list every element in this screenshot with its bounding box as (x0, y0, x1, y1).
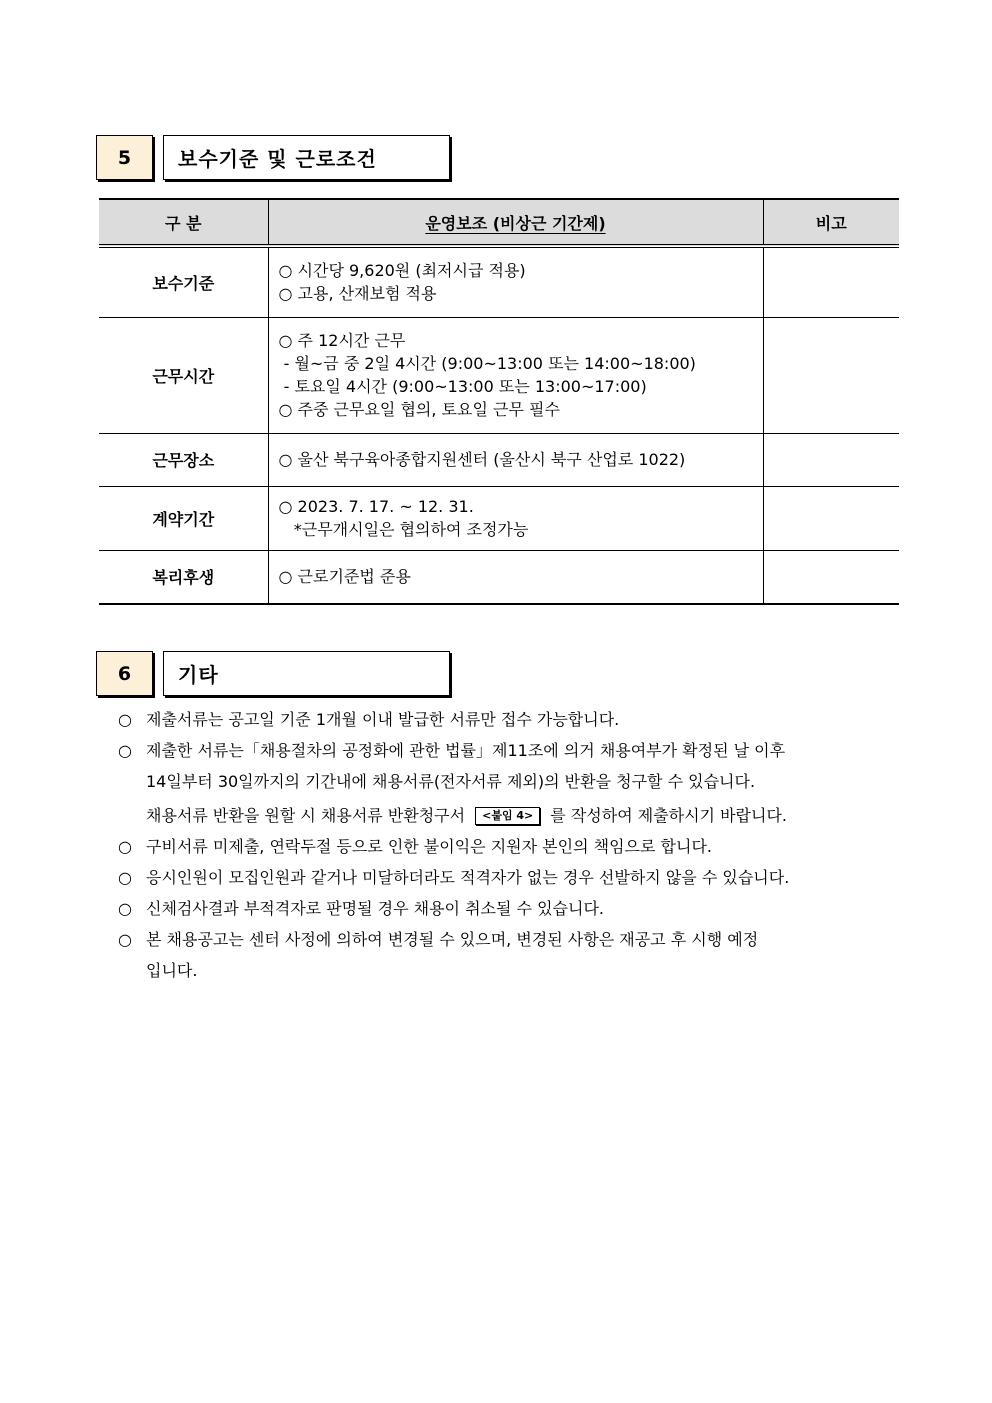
section-6-number: 6 (96, 651, 153, 696)
notice-list (118, 704, 908, 986)
table-row (99, 550, 899, 604)
content-line: ○ 울산 북구육아종합지원센터 (울산시 북구 산업로 1022) (278, 450, 686, 469)
notice-text: 신체검사결과 부적격자로 판명될 경우 채용이 취소될 수 있습니다. (146, 899, 605, 918)
list-item (118, 704, 908, 735)
content-line: - 토요일 4시간 (9:00~13:00 또는 13:00~17:00) (278, 377, 647, 396)
attachment-badge: <붙임 4> (475, 807, 540, 825)
list-item (118, 862, 908, 893)
notice-text-with-attachment (146, 800, 908, 831)
content-line: ○ 고용, 산재보험 적용 (278, 284, 437, 304)
content-line: ○ 2023. 7. 17. ~ 12. 31. (278, 497, 474, 516)
notice-text: 를 작성하여 제출하시기 바랍니다. (550, 806, 788, 825)
notice-text: 입니다. (146, 961, 198, 980)
list-item (118, 735, 908, 831)
row-note-pay (763, 246, 899, 317)
circle-bullet-icon: ○ (118, 710, 132, 729)
working-conditions-table (99, 198, 899, 605)
row-label-location: 근무장소 (99, 433, 268, 486)
content-line: ○ 시간당 9,620원 (최저시급 적용) (278, 261, 526, 281)
notice-text: 채용서류 반환을 원할 시 채용서류 반환청구서 (146, 806, 466, 825)
row-label-contract: 계약기간 (99, 486, 268, 550)
row-note-hours (763, 317, 899, 433)
header-position (268, 199, 763, 246)
notice-text: 본 채용공고는 센터 사정에 의하여 변경될 수 있으며, 변경된 사항은 재공고 후 시행 예정 (146, 930, 759, 949)
circle-bullet-icon: ○ (118, 930, 132, 949)
row-content-hours (268, 317, 763, 433)
row-note-welfare (763, 550, 899, 604)
row-label-welfare: 복리후생 (99, 550, 268, 604)
notice-text: 제출서류는 공고일 기준 1개월 이내 발급한 서류만 접수 가능합니다. (146, 710, 620, 729)
circle-bullet-icon: ○ (118, 741, 132, 760)
content-line: ○ 주 12시간 근무 (278, 331, 406, 350)
circle-bullet-icon: ○ (118, 837, 132, 856)
content-line: ○ 근로기준법 준용 (278, 567, 411, 587)
list-item (118, 831, 908, 862)
table-row (99, 317, 899, 433)
table-row (99, 246, 899, 317)
circle-bullet-icon: ○ (118, 899, 132, 918)
section-6-title: 기타 (163, 651, 450, 696)
row-label-hours: 근무시간 (99, 317, 268, 433)
content-line: *근무개시일은 협의하여 조정가능 (278, 520, 529, 539)
notice-text: 제출한 서류는「채용절차의 공정화에 관한 법률」제11조에 의거 채용여부가 확정된 날 이후 (146, 741, 786, 760)
table-row (99, 433, 899, 486)
section-5-title: 보수기준 및 근로조건 (163, 135, 450, 180)
circle-bullet-icon: ○ (118, 868, 132, 887)
content-line: - 월~금 중 2일 4시간 (9:00~13:00 또는 14:00~18:00) (278, 354, 696, 373)
row-content-contract (268, 486, 763, 550)
row-content-welfare (268, 550, 763, 604)
row-label-pay: 보수기준 (99, 246, 268, 317)
notice-text: 구비서류 미제출, 연락두절 등으로 인한 불이익은 지원자 본인의 책임으로 합니다. (146, 837, 712, 856)
list-item (118, 893, 908, 924)
content-line: ○ 주중 근무요일 협의, 토요일 근무 필수 (278, 400, 560, 419)
table-row (99, 486, 899, 550)
header-position-label: 운영보조 (비상근 기간제) (425, 213, 606, 233)
row-content-pay (268, 246, 763, 317)
row-note-contract (763, 486, 899, 550)
list-item (118, 924, 908, 986)
row-content-location (268, 433, 763, 486)
header-category: 구 분 (99, 199, 268, 246)
notice-text: 14일부터 30일까지의 기간내에 채용서류(전자서류 제외)의 반환을 청구할 수 있습니다. (146, 772, 756, 791)
header-note: 비고 (763, 199, 899, 246)
section-5-number: 5 (96, 135, 153, 180)
row-note-location (763, 433, 899, 486)
table-header-row (99, 199, 899, 246)
notice-text: 응시인원이 모집인원과 같거나 미달하더라도 적격자가 없는 경우 선발하지 않을 수 있습니다. (146, 868, 790, 887)
